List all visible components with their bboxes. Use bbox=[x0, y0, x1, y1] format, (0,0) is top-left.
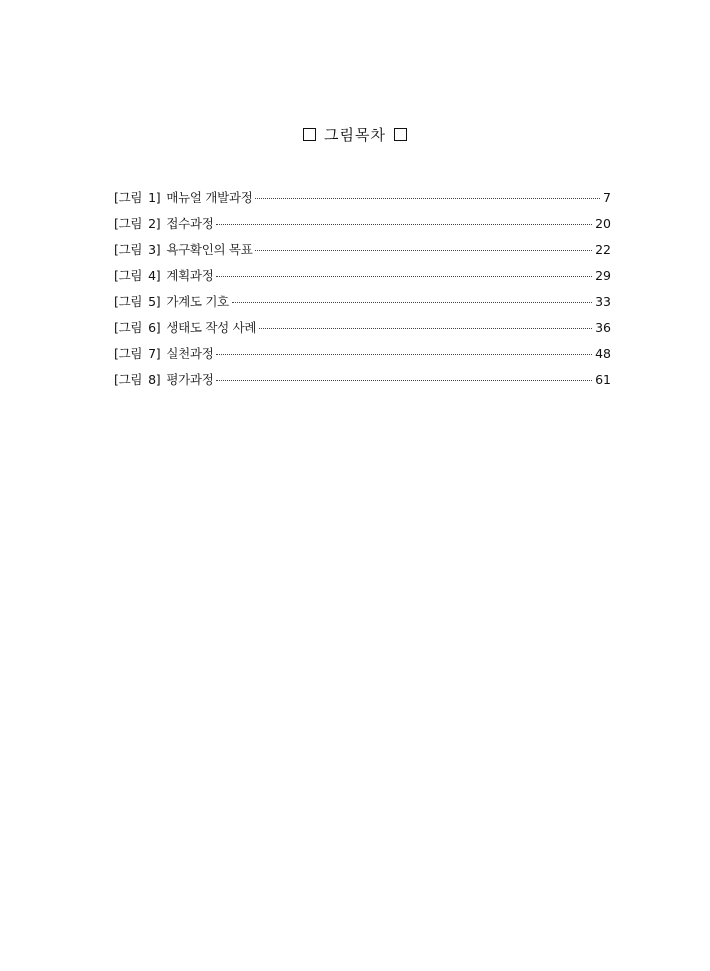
dot-leader bbox=[255, 198, 600, 199]
figure-prefix: [그림 bbox=[114, 372, 143, 387]
figure-caption: 생태도 작성 사례 bbox=[166, 320, 257, 335]
page-number: 29 bbox=[595, 268, 611, 283]
figure-caption: 계획과정 bbox=[166, 268, 214, 283]
figure-entry[interactable] bbox=[114, 367, 611, 393]
page-number: 33 bbox=[595, 294, 611, 309]
dot-leader bbox=[216, 380, 592, 381]
figure-prefix: [그림 bbox=[114, 268, 143, 283]
figure-entry[interactable] bbox=[114, 289, 611, 315]
dot-leader bbox=[216, 354, 592, 355]
figure-prefix: [그림 bbox=[114, 294, 143, 309]
figure-prefix: [그림 bbox=[114, 190, 143, 205]
figure-entry[interactable] bbox=[114, 211, 611, 237]
figure-number: 1] bbox=[148, 190, 161, 205]
figure-number: 6] bbox=[148, 320, 161, 335]
figure-entry[interactable] bbox=[114, 263, 611, 289]
dot-leader bbox=[255, 250, 592, 251]
figure-label bbox=[114, 341, 213, 367]
page-number: 7 bbox=[603, 190, 611, 205]
page-number: 48 bbox=[595, 346, 611, 361]
dot-leader bbox=[232, 302, 592, 303]
figure-label bbox=[114, 315, 256, 341]
figure-entry[interactable] bbox=[114, 341, 611, 367]
list-of-figures-heading bbox=[0, 124, 710, 146]
figure-label bbox=[114, 237, 252, 263]
dot-leader bbox=[216, 224, 592, 225]
figure-number: 2] bbox=[148, 216, 161, 231]
figure-caption: 욕구확인의 목표 bbox=[166, 242, 253, 257]
figure-prefix: [그림 bbox=[114, 320, 143, 335]
page-title: 그림목차 bbox=[324, 126, 386, 144]
figure-label bbox=[114, 289, 229, 315]
figure-caption: 가계도 기호 bbox=[166, 294, 229, 309]
figure-caption: 접수과정 bbox=[166, 216, 214, 231]
figure-number: 3] bbox=[148, 242, 161, 257]
figure-entry[interactable] bbox=[114, 315, 611, 341]
figure-prefix: [그림 bbox=[114, 242, 143, 257]
page-number: 22 bbox=[595, 242, 611, 257]
figure-label bbox=[114, 185, 252, 211]
figure-entry[interactable] bbox=[114, 237, 611, 263]
figure-number: 4] bbox=[148, 268, 161, 283]
dot-leader bbox=[259, 328, 592, 329]
figure-caption: 평가과정 bbox=[166, 372, 214, 387]
page-number: 61 bbox=[595, 372, 611, 387]
page-number: 20 bbox=[595, 216, 611, 231]
page-number: 36 bbox=[595, 320, 611, 335]
figure-prefix: [그림 bbox=[114, 216, 143, 231]
figure-number: 8] bbox=[148, 372, 161, 387]
figure-caption: 매뉴얼 개발과정 bbox=[166, 190, 253, 205]
figure-label bbox=[114, 211, 213, 237]
figure-label bbox=[114, 367, 213, 393]
square-box-icon bbox=[394, 128, 407, 141]
figure-list bbox=[114, 185, 611, 393]
dot-leader bbox=[216, 276, 592, 277]
figure-number: 7] bbox=[148, 346, 161, 361]
square-box-icon bbox=[303, 128, 316, 141]
figure-prefix: [그림 bbox=[114, 346, 143, 361]
figure-entry[interactable] bbox=[114, 185, 611, 211]
figure-label bbox=[114, 263, 213, 289]
figure-caption: 실천과정 bbox=[166, 346, 214, 361]
figure-number: 5] bbox=[148, 294, 161, 309]
